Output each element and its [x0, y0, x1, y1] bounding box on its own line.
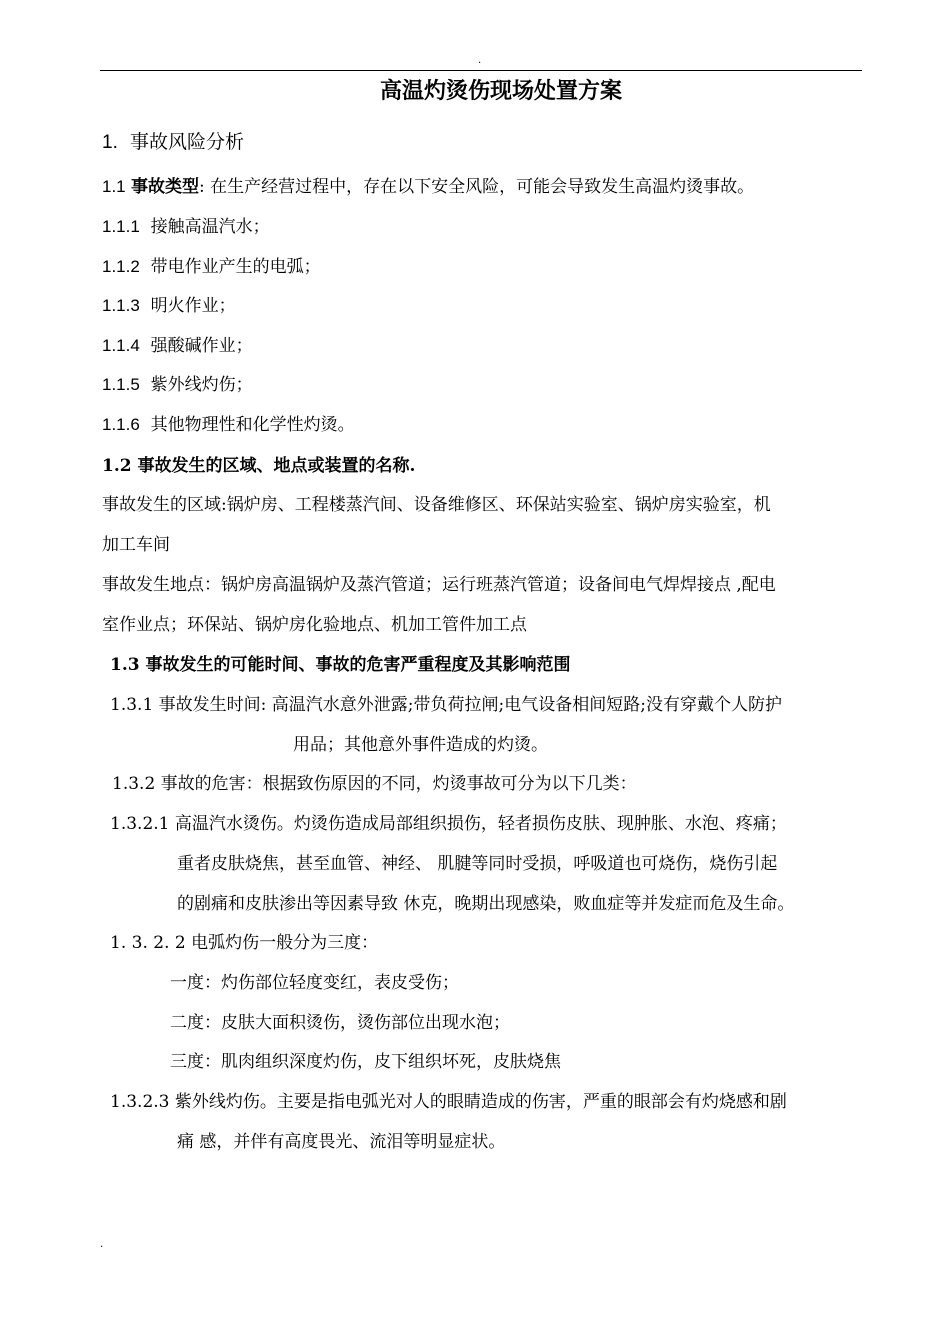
list-item-number: 1.1.4: [102, 336, 140, 355]
harm-intro-line: 1.3.2 事故的危害：根据致伤原因的不同，灼烫事故可分为以下几类：: [112, 774, 637, 794]
list-item-number: 1.1.5: [102, 375, 140, 394]
footer-mark: .: [100, 1239, 104, 1250]
section-1-1-label: 事故类型: [131, 177, 200, 197]
accident-area-line-2: 加工车间: [102, 535, 170, 555]
list-item: [102, 295, 236, 317]
list-item-number: 1.1.1: [102, 217, 140, 236]
list-item-text: 接触高温汽水；: [150, 217, 270, 237]
header-rule: [100, 70, 862, 71]
section-1-2-heading: 1.2 事故发生的区域、地点或装置的名称.: [102, 456, 416, 476]
section-1-1-number: 1.1: [102, 177, 126, 196]
section-1-heading: [102, 129, 244, 156]
accident-place-line-1: 事故发生地点：锅炉房高温锅炉及蒸汽管道；运行班蒸汽管道；设备间电气焊焊接点 ,配电: [102, 575, 776, 595]
list-item-number: 1.1.2: [102, 257, 140, 276]
occurrence-time-line-2: 用品；其他意外事件造成的灼烫。: [293, 735, 548, 755]
list-item-text: 带电作业产生的电弧；: [150, 257, 321, 277]
page-title: 高温灼烫伤现场处置方案: [380, 78, 623, 104]
list-item-text: 紫外线灼伤；: [150, 375, 253, 395]
degree-2-line: 二度：皮肤大面积烫伤，烫伤部位出现水泡；: [170, 1013, 510, 1033]
section-1-number: 1.: [102, 132, 118, 153]
degree-3-line: 三度：肌肉组织深度灼伤，皮下组织坏死，皮肤烧焦: [170, 1052, 561, 1072]
list-item: [102, 414, 355, 436]
uv-burn-line-2: 痛 感，并伴有高度畏光、流泪等明显症状。: [177, 1132, 506, 1152]
section-1-1-text: : 在生产经营过程中，存在以下安全风险，可能会导致发生高温灼烫事故。: [199, 177, 755, 197]
list-item: [102, 374, 253, 396]
list-item-number: 1.1.3: [102, 296, 140, 315]
steam-scald-line-3: 的剧痛和皮肤渗出等因素导致 休克，晚期出现感染，败血症等并发症而危及生命。: [177, 894, 795, 914]
section-1-title: 事故风险分析: [129, 131, 244, 153]
list-item: [102, 335, 253, 357]
list-item: [102, 216, 270, 238]
list-item-text: 其他物理性和化学性灼烫。: [150, 415, 355, 435]
degree-1-line: 一度：灼伤部位轻度变红，表皮受伤；: [170, 973, 459, 993]
steam-scald-line-1: 1.3.2.1 高温汽水烫伤。灼烫伤造成局部组织损伤，轻者损伤皮肤、现肿胀、水泡、疼痛；: [110, 814, 787, 834]
uv-burn-line-1: 1.3.2.3 紫外线灼伤。主要是指电弧光对人的眼睛造成的伤害，严重的眼部会有灼烧感和剧: [110, 1092, 787, 1112]
section-1-1-intro: [102, 176, 754, 198]
steam-scald-line-2: 重者皮肤烧焦，甚至血管、神经、 肌腱等同时受损，呼吸道也可烧伤，烧伤引起: [177, 854, 778, 874]
accident-area-line-1: 事故发生的区域:锅炉房、工程楼蒸汽间、设备维修区、环保站实验室、锅炉房实验室，机: [102, 495, 771, 515]
accident-place-line-2: 室作业点；环保站、锅炉房化验地点、机加工管件加工点: [102, 615, 527, 635]
occurrence-time-line-1: 1.3.1 事故发生时间: 高温汽水意外泄露;带负荷拉闸;电气设备相间短路;没有穿戴个人防护: [110, 695, 782, 715]
section-1-3-heading: 1.3 事故发生的可能时间、事故的危害严重程度及其影响范围: [110, 655, 571, 675]
list-item-number: 1.1.6: [102, 415, 140, 434]
header-mark: .: [478, 55, 482, 66]
list-item-text: 强酸碱作业；: [150, 336, 253, 356]
list-item: [102, 256, 321, 278]
arc-burn-line: 1. 3. 2. 2 电弧灼伤一般分为三度：: [110, 933, 379, 953]
list-item-text: 明火作业；: [150, 296, 236, 316]
